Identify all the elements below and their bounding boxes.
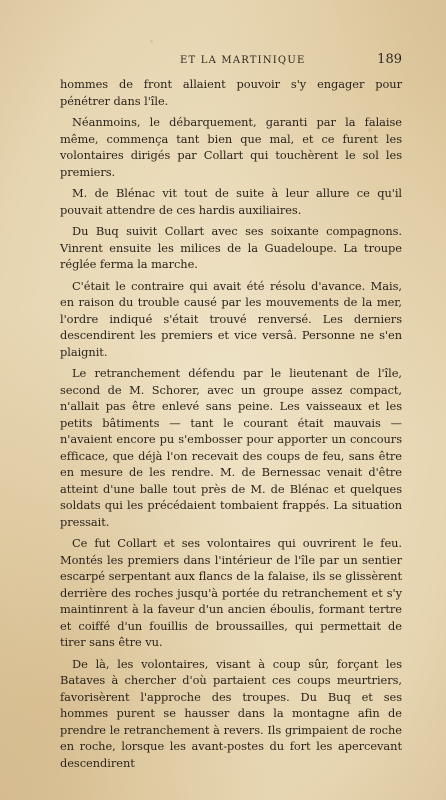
paragraph: hommes de front allaient pouvoir s'y engager pour pénétrer dans l'île. xyxy=(60,77,402,108)
paragraph: Ce fut Collart et ses volontaires qui ouvrirent le feu. Montés les premiers dans l'intérieur de l'île par un sentier escarpé serpentant aux flancs de la falaise, ils se glissèrent derrière des roches jusqu'à portée du retranchement et s'y maintinrent à la faveur d'un ancien éboulis, formant tertre et coiffé d'un fouillis de broussailles, qui permettait de tirer sans être vu. xyxy=(60,536,402,649)
running-title: ET LA MARTINIQUE xyxy=(180,55,306,66)
paragraph: Du Buq suivit Collart avec ses soixante compagnons. Vinrent ensuite les milices de la Guadeloupe. La troupe réglée ferma la marche. xyxy=(60,224,402,271)
page-number: 189 xyxy=(377,52,402,67)
paragraph: M. de Blénac vit tout de suite à leur allure ce qu'il pouvait attendre de ces hardis auxiliaires. xyxy=(60,186,402,217)
paragraph: Le retranchement défendu par le lieutenant de l'île, second de M. Schorer, avec un groupe assez compact, n'allait pas être enlevé sans peine. Les vaisseaux et les petits bâtiments — tant le courant était mauvais — n'avaient encore pu s'embosser pour apporter un concours efficace, que déjà l'on recevait des coups de feu, sans être en mesure de les rendre. M. de Bernessac venait d'être atteint d'une balle tout près de M. de Blénac et quelques soldats qui les précédaient tombaient frappés. La situation pressait. xyxy=(60,366,402,529)
paragraph: Néanmoins, le débarquement, garanti par la falaise même, commença tant bien que mal, et ce furent les volontaires dirigés par Collart qui touchèrent le sol les premiers. xyxy=(60,115,402,179)
foxing-spot xyxy=(150,40,153,43)
body-text xyxy=(60,76,402,776)
paragraph: C'était le contraire qui avait été résolu d'avance. Mais, en raison du trouble causé par les mouvements de la mer, l'ordre indiqué s'était trouvé renversé. Les derniers descendirent les premiers et vice versâ. Personne ne s'en plaignit. xyxy=(60,278,402,359)
page-header xyxy=(62,52,402,70)
paragraph: De là, les volontaires, visant à coup sûr, forçant les Bataves à chercher d'où partaient ces coups meurtriers, favorisèrent l'approche des troupes. Du Buq et ses hommes purent se hausser dans la montagne afin de prendre le retranchement à revers. Ils grimpaient de roche en roche, lorsque les avant-postes du fort les apercevant descendirent xyxy=(60,656,402,770)
